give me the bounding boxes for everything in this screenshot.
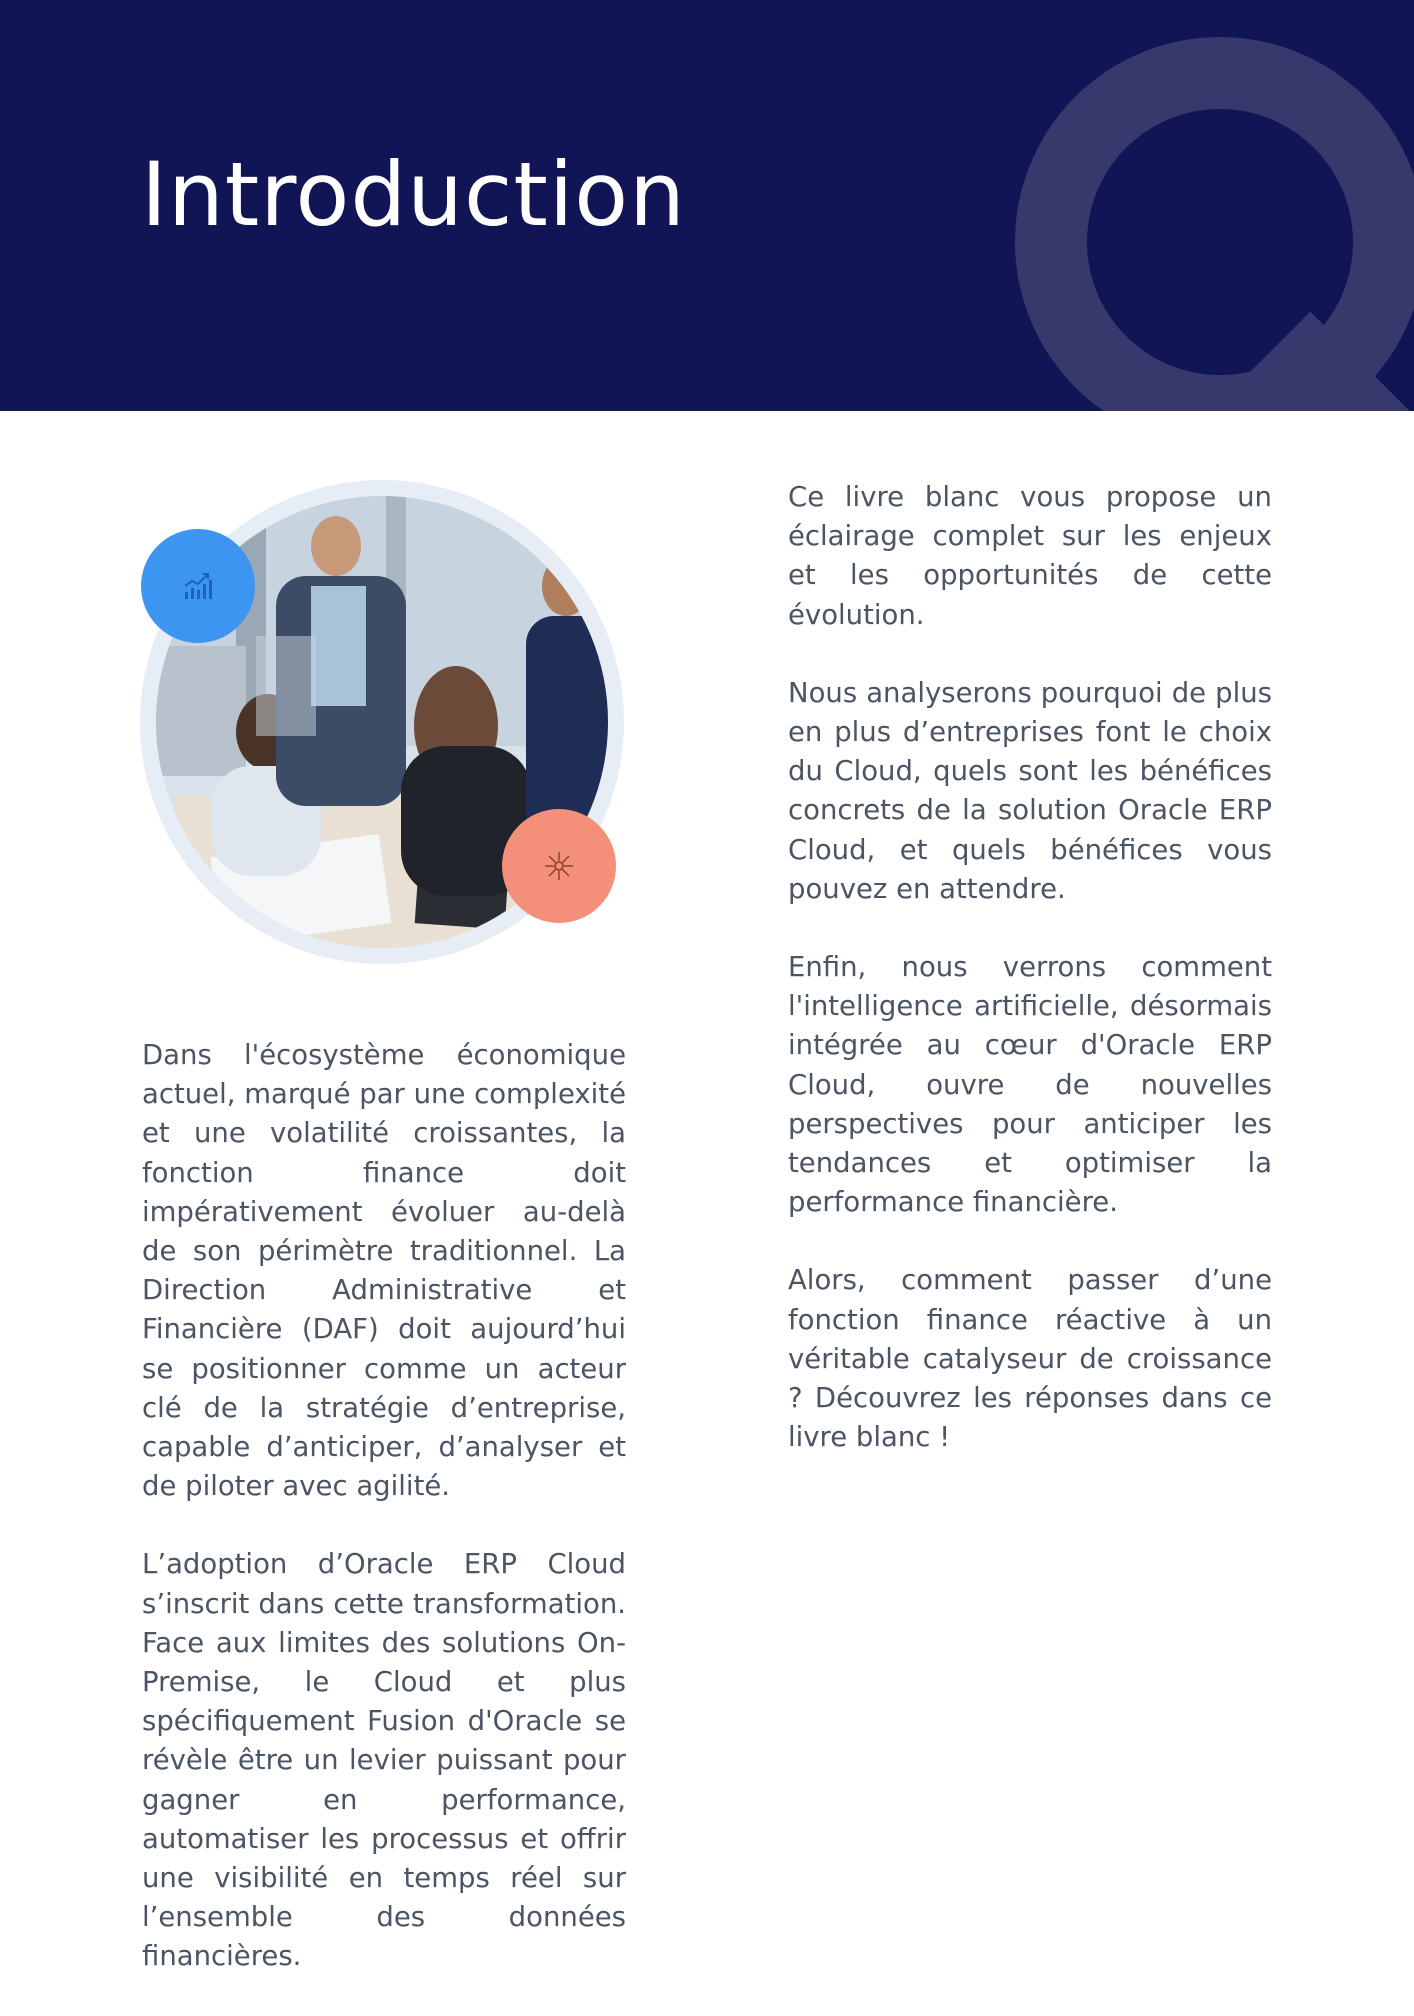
- network-badge: [502, 809, 616, 923]
- page-header: [0, 0, 1414, 411]
- chart-badge: [141, 529, 255, 643]
- right-column: [788, 478, 1272, 1496]
- chart-growth-icon: [182, 570, 214, 602]
- paragraph: Nous analyserons pourquoi de plus en plus d’entreprises font le choix du Cloud, quels sont les bénéfices concrets de la solution Oracle ERP Cloud, et quels bénéfices vous pouvez en attendre.: [788, 676, 1272, 905]
- left-column: [142, 1036, 626, 2016]
- network-hub-icon: [542, 849, 576, 883]
- page-title: Introduction: [141, 143, 686, 246]
- paragraph: Enfin, nous verrons comment l'intelligence artificielle, désormais intégrée au cœur d'Oracle ERP Cloud, ouvre de nouvelles perspectives pour anticiper les tendances et optimiser la performance financière.: [788, 951, 1272, 1219]
- figure: [130, 470, 640, 980]
- paragraph: Ce livre blanc vous propose un éclairage complet sur les enjeux et les opportunités de cette évolution.: [788, 481, 1272, 631]
- paragraph: L’adoption d’Oracle ERP Cloud s’inscrit dans cette transformation. Face aux limites des solutions On-Premise, le Cloud et plus spécifiquement Fusion d'Oracle se révèle être un levier puissant pour gagner en performance, automatiser les processus et offrir une visibilité en temps réel sur l’ensemble des données financières.: [142, 1548, 626, 1973]
- paragraph: Dans l'écosystème économique actuel, marqué par une complexité et une volatilité croissantes, la fonction finance doit impérativement évoluer au-delà de son périmètre traditionnel. La Direction Administrative et Financière (DAF) doit aujourd’hui se positionner comme un acteur clé de la stratégie d’entreprise, capable d’anticiper, d’analyser et de piloter avec agilité.: [142, 1039, 626, 1503]
- paragraph: Alors, comment passer d’une fonction finance réactive à un véritable catalyseur de croissance ? Découvrez les réponses dans ce livre blanc !: [788, 1264, 1272, 1454]
